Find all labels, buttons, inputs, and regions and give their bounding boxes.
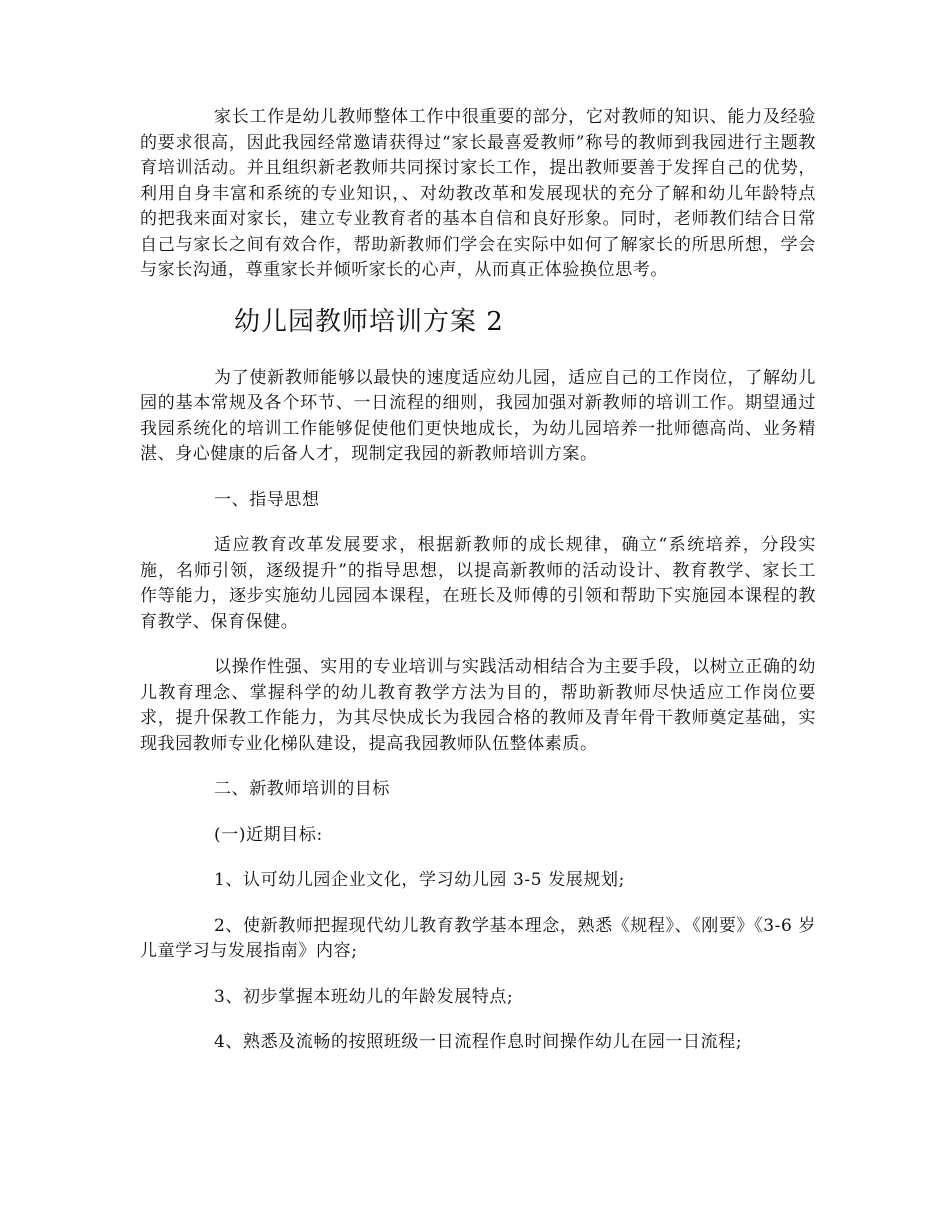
paragraph-parent-work: 家长工作是幼儿教师整体工作中很重要的部分，它对教师的知识、能力及经验的要求很高，因此我园经常邀请获得过“家长最喜爱教师”称号的教师到我园进行主题教育培训活动。并且组织新老教师共同探讨家长工作，提出教师要善于发挥自己的优势，利用自身丰富和系统的专业知识，、对幼教改革和发展现状的充分了解和幼儿年龄特点的把我来面对家长，建立专业教育者的基本自信和良好形象。同时，老师教们结合日常自己与家长之间有效合作，帮助新教师们学会在实际中如何了解家长的所思所想，学会与家长沟通，尊重家长并倾听家长的心声，从而真正体验换位思考。 [140,107,816,280]
list-item-1: 1、认可幼儿园企业文化，学习幼儿园 3-5 发展规划; [214,870,625,890]
list-item-2: 2、使新教师把握现代幼儿教育教学基本理念，熟悉《规程》、《刚要》《3-6 岁儿童学习与发展指南》内容; [140,915,816,961]
list-item-4: 4、熟悉及流畅的按照班级一日流程作息时间操作幼儿在园一日流程; [214,1032,743,1052]
paragraph-means-and-goals: 以操作性强、实用的专业培训与实践活动相结合为主要手段，以树立正确的幼儿教育理念、掌握科学的幼儿教育教学方法为目的，帮助新教师尽快适应工作岗位要求，提升保教工作能力，为其尽快成长为我园合格的教师及青年骨干教师奠定基础，实现我园教师专业化梯队建设，提高我园教师队伍整体素质。 [140,657,816,754]
paragraph-guiding-ideology: 适应教育改革发展要求，根据新教师的成长规律，确立“系统培养，分段实施，名师引领，逐级提升”的指导思想，以提高新教师的活动设计、教育教学、家长工作等能力，逐步实施幼儿园园本课程，在班长及师傅的引领和帮助下实施园本课程的教育教学、保育保健。 [140,535,816,632]
list-item-3: 3、初步掌握本班幼儿的年龄发展特点; [214,986,514,1007]
subheading-short-term-goals: (一)近期目标: [214,824,323,845]
paragraph-intro: 为了使新教师能够以最快的速度适应幼儿园，适应自己的工作岗位，了解幼儿园的基本常规及各个环节、一日流程的细则，我园加强对新教师的培训工作。期望通过我园系统化的培训工作能够促使他们更快地成长，为幼儿园培养一批师德高尚、业务精湛、身心健康的后备人才，现制定我园的新教师培训方案。 [140,367,816,464]
document-page [140,105,816,1056]
section-heading-guiding-ideology: 一、指导思想 [214,489,320,510]
section-heading-training-goals: 二、新教师培训的目标 [214,779,390,799]
document-title: 幼儿园教师培训方案 2 [234,306,504,337]
